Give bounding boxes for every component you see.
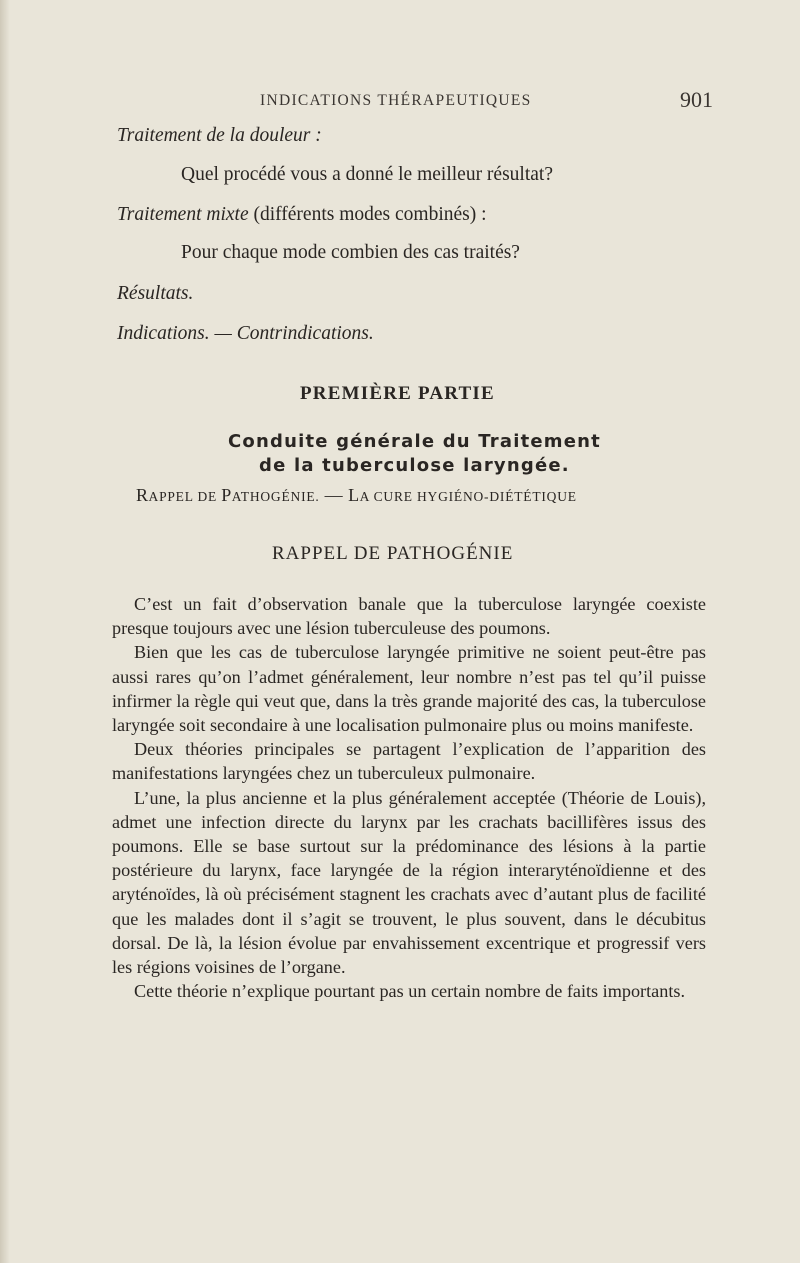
- subtitle-rappel-rest: APPEL DE: [148, 489, 222, 504]
- part-title: PREMIÈRE PARTIE: [300, 383, 495, 404]
- indications-label: Indications. — Contrindications.: [117, 323, 374, 344]
- mixed-treatment-label: Traitement mixte: [117, 204, 249, 225]
- subtitle-dash: —: [319, 485, 349, 505]
- pain-treatment-label: Traitement de la douleur :: [117, 125, 322, 146]
- page-number: 901: [680, 87, 713, 112]
- subtitle-initial-l: L: [348, 485, 360, 505]
- paragraph: L’une, la plus ancienne et la plus généralement acceptée (Théorie de Louis), admet une infection directe du larynx par les crachats bacillifères issus des poumons. Elle se base surtout sur la prédominance des lésions à la partie postérieure du larynx, face laryngée de la région interaryténoïdienne et des aryténoïdes, là où précisément stagnent les crachats avec d’autant plus de facilité que les malades dont il s’agit se trouvent, le plus souvent, dans le décubitus dorsal. De là, la lésion évolue par envahissement excentrique et progressif vers les régions voisines de l’organe.: [112, 787, 706, 978]
- chapter-title-line1: Conduite générale du Traitement: [228, 431, 601, 452]
- page-binding-shadow: [0, 0, 10, 1263]
- mixed-treatment-line: [117, 204, 487, 226]
- pain-question: Quel procédé vous a donné le meilleur résultat?: [181, 164, 553, 185]
- paragraph: Bien que les cas de tuberculose laryngée primitive ne soient peut-être pas aussi rares qu’on l’admet généralement, leur nombre n’est pas tel qu’il puisse infirmer la règle qui veut que, dans la très grande majorité des cas, la tuberculose laryngée soit secondaire à une localisation pulmonaire plus ou moins manifeste.: [112, 642, 706, 736]
- subtitle-cure-rest: A CURE HYGIÉNO-DIÉTÉTIQUE: [359, 489, 577, 504]
- body-text: [112, 592, 706, 1003]
- subtitle-initial-r: R: [136, 485, 149, 505]
- paragraph: Deux théories principales se partagent l’explication de l’apparition des manifestations laryngées chez un tuberculeux pulmonaire.: [112, 739, 706, 784]
- subtitle-pathogenie-rest: ATHOGÉNIE.: [231, 489, 320, 504]
- results-label: Résultats.: [117, 283, 194, 304]
- chapter-subtitle: [136, 485, 577, 506]
- subtitle-initial-p: P: [221, 485, 232, 505]
- paragraph: Cette théorie n’explique pourtant pas un certain nombre de faits importants.: [134, 981, 686, 1002]
- chapter-title-line2: de la tuberculose laryngée.: [259, 455, 570, 476]
- running-header: INDICATIONS THÉRAPEUTIQUES: [260, 92, 532, 109]
- mixed-question: Pour chaque mode combien des cas traités?: [181, 242, 520, 263]
- paragraph: C’est un fait d’observation banale que la tuberculose laryngée coexiste presque toujours avec une lésion tuberculeuse des poumons.: [112, 594, 706, 639]
- section-title: RAPPEL DE PATHOGÉNIE: [272, 543, 514, 564]
- mixed-treatment-description: (différents modes combinés) :: [253, 204, 487, 225]
